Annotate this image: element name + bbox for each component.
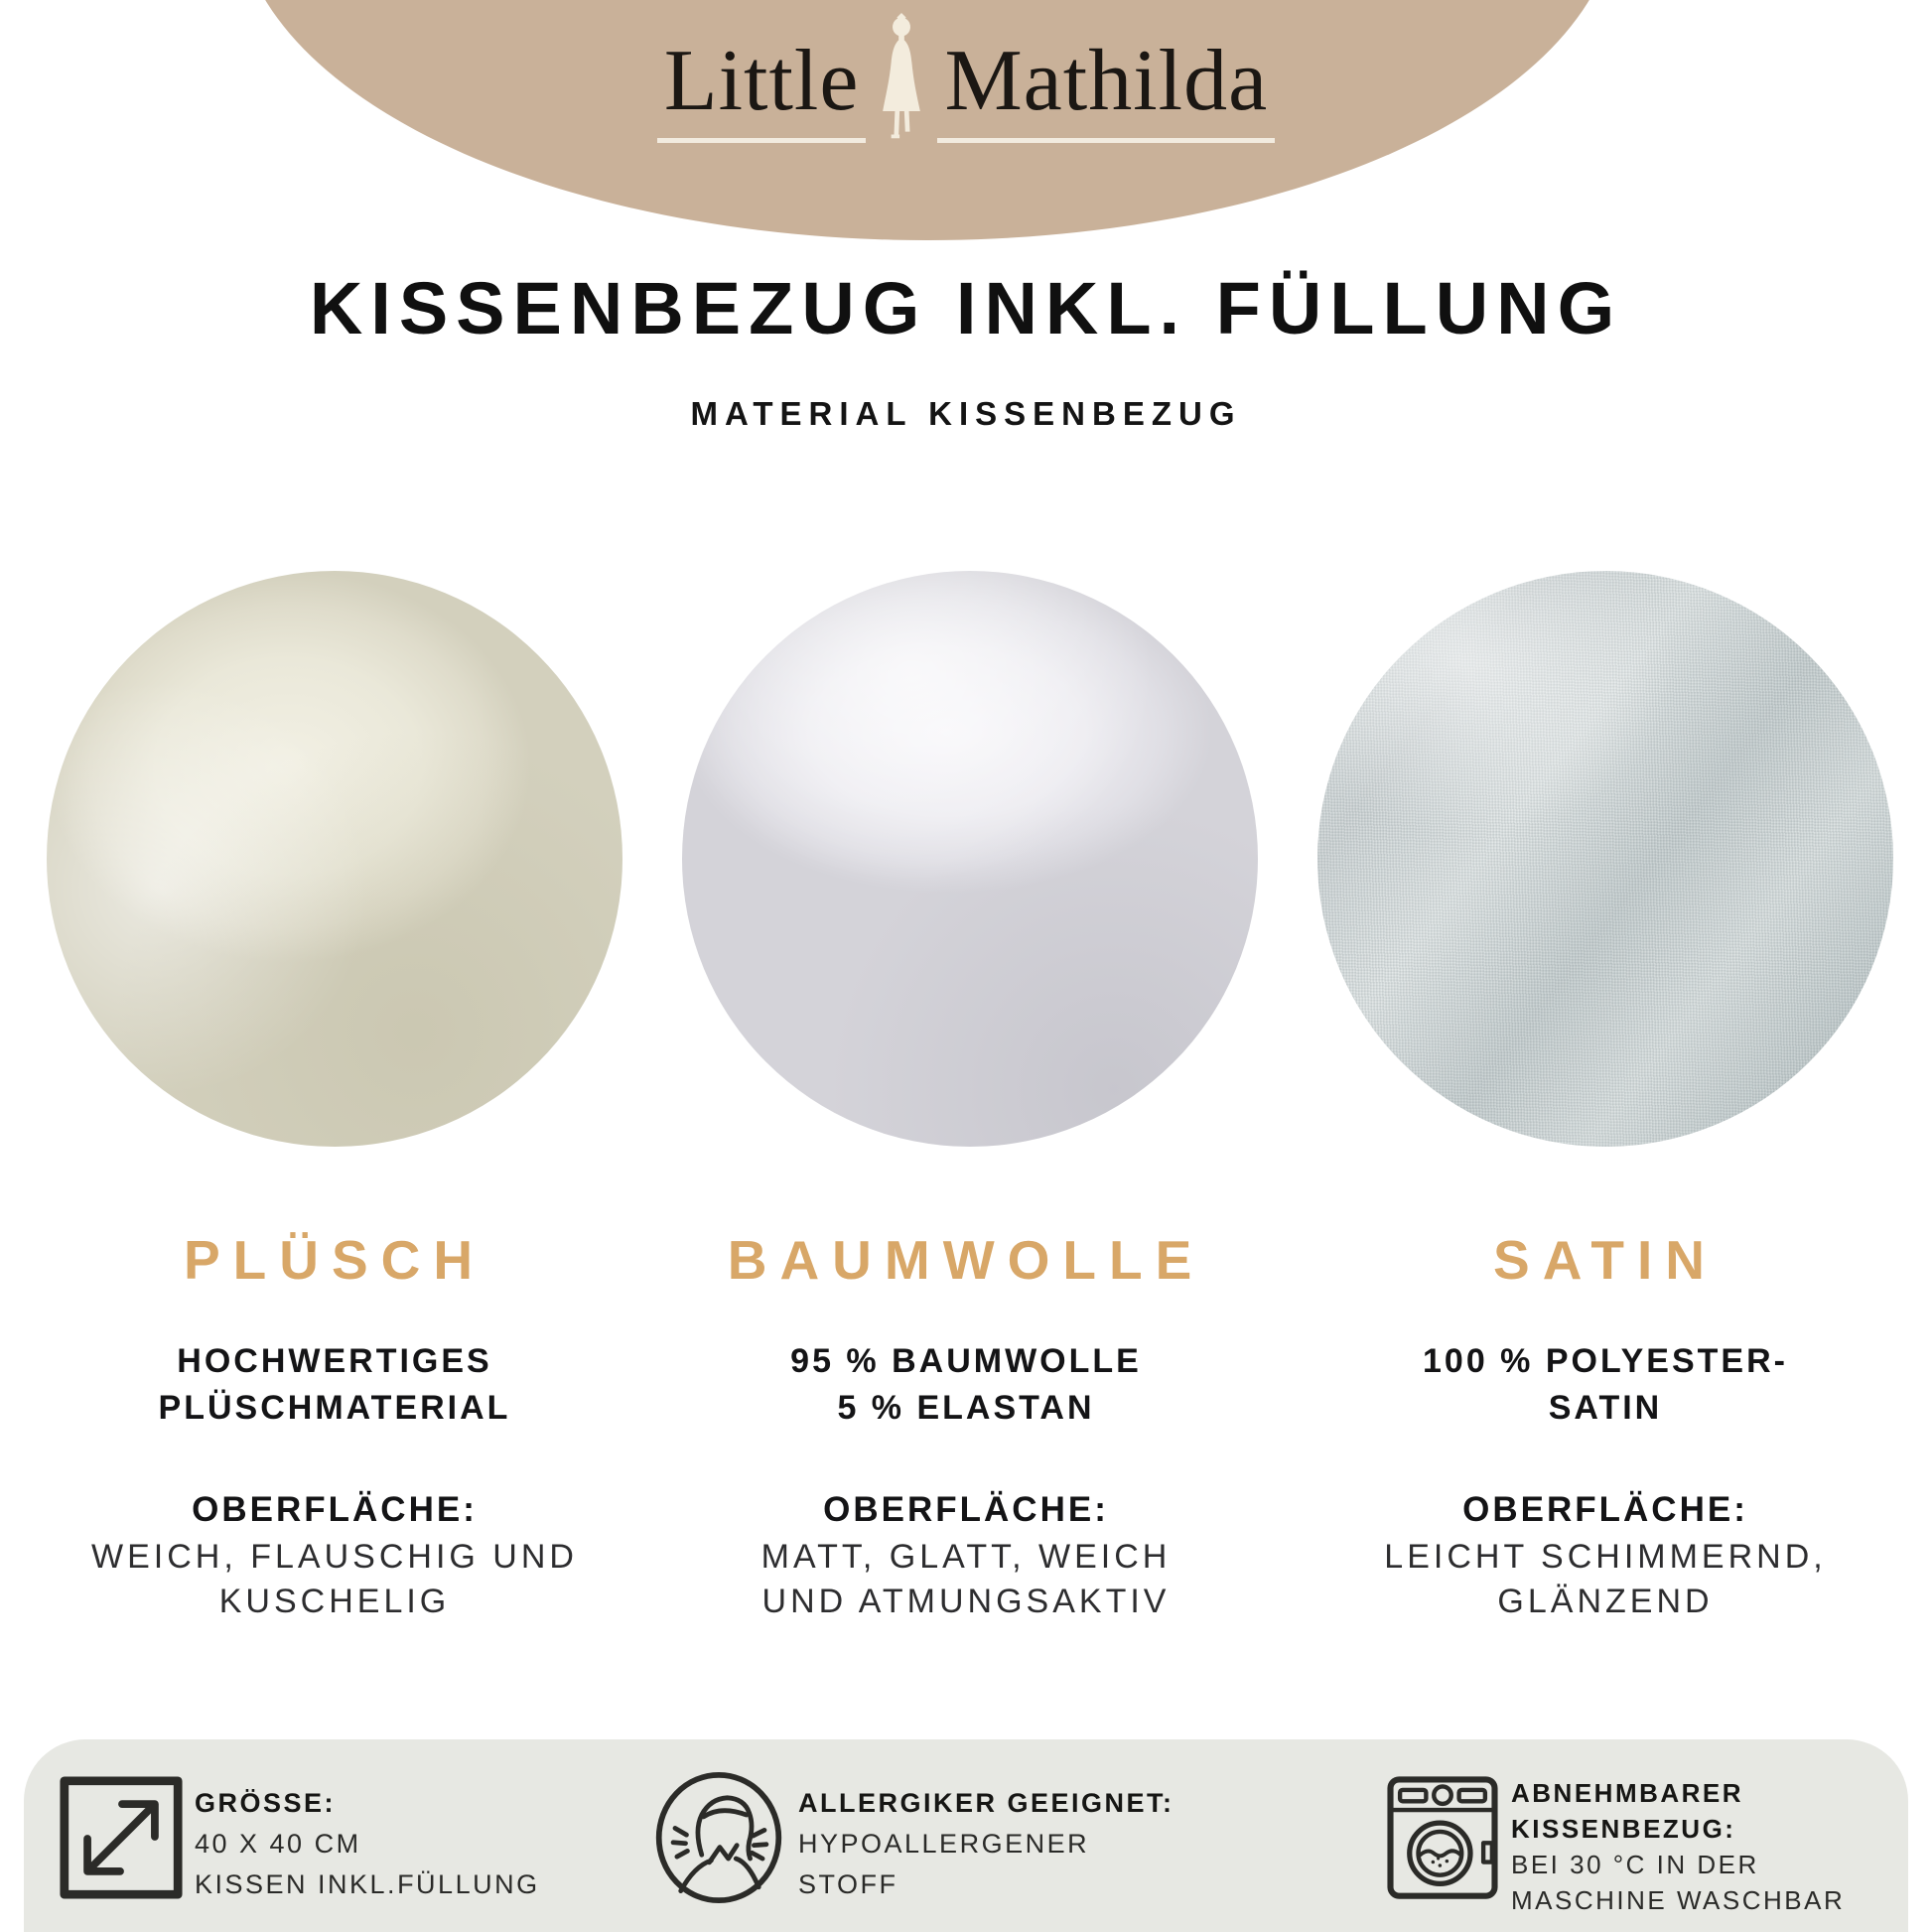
surface-heading: OBERFLÄCHE: bbox=[1462, 1490, 1748, 1529]
brand-underline-right bbox=[937, 138, 1275, 143]
size-arrow-icon bbox=[59, 1775, 184, 1900]
size-info bbox=[195, 1783, 540, 1905]
material-composition bbox=[658, 1338, 1274, 1432]
material-composition bbox=[1298, 1338, 1913, 1432]
brand-underline-left bbox=[657, 138, 867, 143]
allergy-heading: ALLERGIKER GEEIGNET: bbox=[798, 1788, 1174, 1818]
girl-silhouette-icon bbox=[873, 12, 930, 143]
surface-description bbox=[658, 1535, 1274, 1624]
surface-description bbox=[1298, 1535, 1913, 1624]
brand-word-right bbox=[944, 34, 1268, 143]
material-name: PLÜSCH bbox=[183, 1229, 486, 1291]
surface-line: MATT, GLATT, WEICH bbox=[760, 1538, 1172, 1576]
washing-heading: ABNEHMBARER bbox=[1511, 1778, 1744, 1808]
material-name: BAUMWOLLE bbox=[727, 1229, 1205, 1291]
washing-heading: KISSENBEZUG: bbox=[1511, 1814, 1736, 1844]
composition-line: HOCHWERTIGES bbox=[177, 1342, 492, 1380]
washing-line: BEI 30 °C IN DER bbox=[1511, 1850, 1759, 1879]
material-composition bbox=[27, 1338, 642, 1432]
brand-logo bbox=[0, 12, 1932, 143]
size-note: KISSEN INKL.FÜLLUNG bbox=[195, 1869, 540, 1899]
allergy-line: STOFF bbox=[798, 1869, 898, 1899]
satin-fabric-swatch bbox=[1317, 571, 1893, 1147]
surface-line: KUSCHELIG bbox=[218, 1583, 451, 1620]
composition-line: 95 % BAUMWOLLE bbox=[790, 1342, 1142, 1380]
page-title: KISSENBEZUG INKL. FÜLLUNG bbox=[309, 267, 1623, 349]
surface-line: GLÄNZEND bbox=[1497, 1583, 1714, 1620]
material-column-pluesch bbox=[27, 1229, 642, 1624]
surface-description bbox=[27, 1535, 642, 1624]
allergy-info bbox=[798, 1783, 1174, 1905]
brand-word-left bbox=[664, 34, 860, 143]
composition-line: SATIN bbox=[1548, 1389, 1663, 1427]
surface-heading: OBERFLÄCHE: bbox=[823, 1490, 1109, 1529]
material-column-satin bbox=[1298, 1229, 1913, 1624]
footer-info-bar bbox=[24, 1739, 1908, 1932]
allergy-line: HYPOALLERGENER bbox=[798, 1829, 1090, 1859]
material-name: SATIN bbox=[1493, 1229, 1718, 1291]
size-value: 40 X 40 CM bbox=[195, 1829, 361, 1859]
washing-machine-icon bbox=[1386, 1775, 1499, 1900]
cotton-fabric-swatch bbox=[682, 571, 1258, 1147]
surface-heading: OBERFLÄCHE: bbox=[192, 1490, 478, 1529]
brand-word-right-text: Mathilda bbox=[944, 33, 1269, 129]
plush-fabric-swatch bbox=[47, 571, 622, 1147]
material-column-baumwolle bbox=[658, 1229, 1274, 1624]
size-heading: GRÖSSE: bbox=[195, 1788, 337, 1818]
composition-line: PLÜSCHMATERIAL bbox=[158, 1389, 511, 1427]
composition-line: 100 % POLYESTER- bbox=[1423, 1342, 1788, 1380]
page-subtitle: MATERIAL KISSENBEZUG bbox=[690, 395, 1242, 432]
surface-line: UND ATMUNGSAKTIV bbox=[761, 1583, 1171, 1620]
surface-line: WEICH, FLAUSCHIG UND bbox=[91, 1538, 578, 1576]
brand-word-left-text: Little bbox=[663, 33, 860, 129]
washing-info bbox=[1511, 1775, 1845, 1918]
washing-line: MASCHINE WASCHBAR bbox=[1511, 1885, 1846, 1915]
composition-line: 5 % ELASTAN bbox=[837, 1389, 1095, 1427]
allergy-sneeze-icon bbox=[652, 1769, 785, 1906]
surface-line: LEICHT SCHIMMERND, bbox=[1384, 1538, 1827, 1576]
